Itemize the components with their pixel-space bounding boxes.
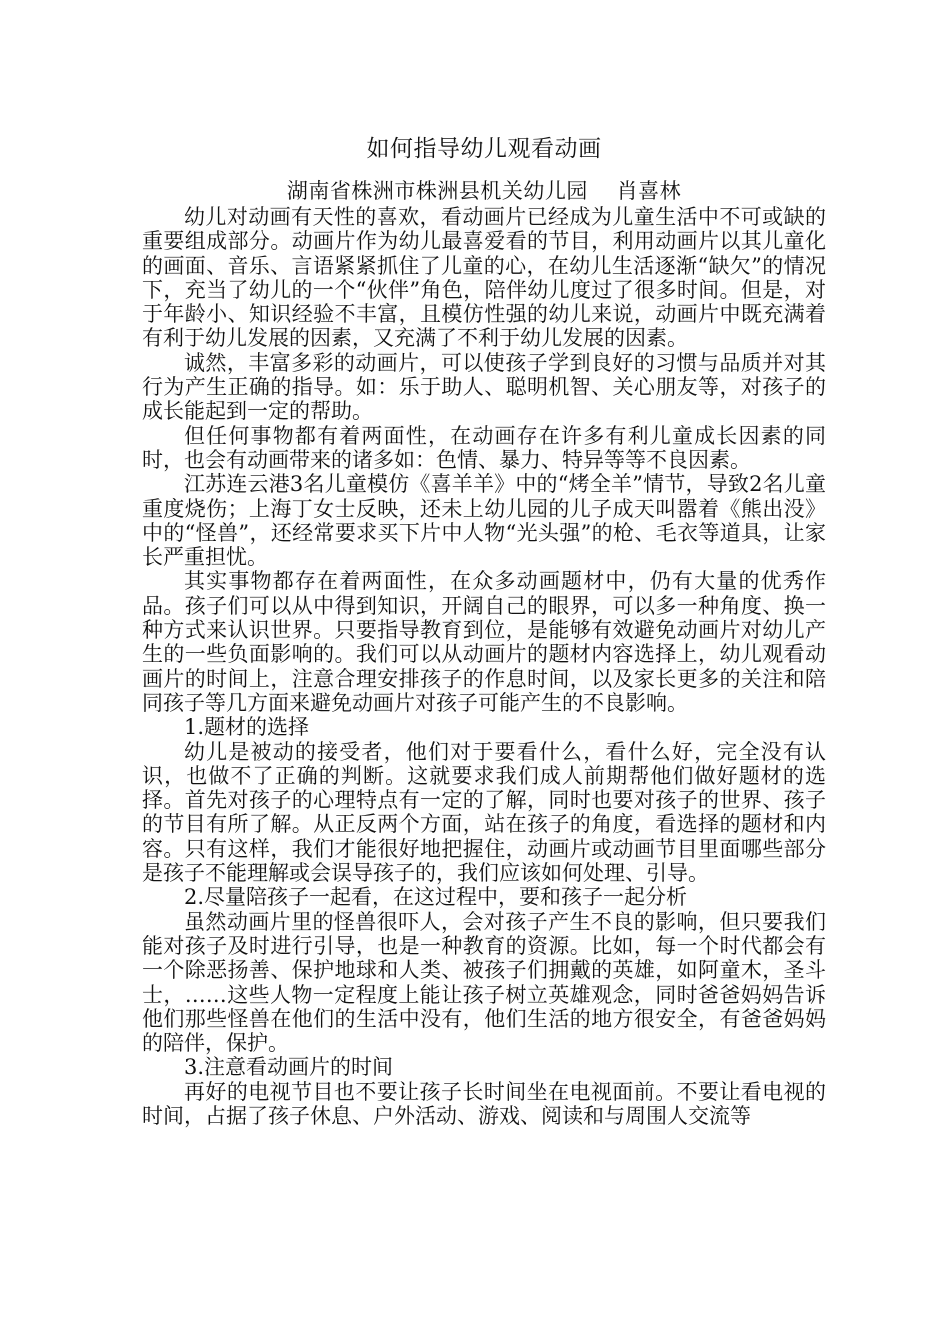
paragraph: 虽然动画片里的怪兽很吓人，会对孩子产生不良的影响，但只要我们能对孩子及时进行引导，也是一种教育的资源。比如，每一个时代都会有一个除恶扬善、保护地球和人类、被孩子们拥戴的英雄，如阿童木，圣斗士，……这些人物一定程度上能让孩子树立英雄观念，同时爸爸妈妈告诉他们那些怪兽在他们的生活中没有，他们生活的地方很安全，有爸爸妈妈的陪伴，保护。	[142, 909, 826, 1056]
paragraph: 但任何事物都有着两面性，在动画存在许多有利儿童成长因素的同时，也会有动画带来的诸多如：色情、暴力、特异等等不良因素。	[142, 423, 826, 472]
paragraph: 幼儿对动画有天性的喜欢，看动画片已经成为儿童生活中不可或缺的重要组成部分。动画片作为幼儿最喜爱看的节目，利用动画片以其儿童化的画面、音乐、言语紧紧抓住了儿童的心，在幼儿生活逐渐“缺欠”的情况下，充当了幼儿的一个“伙伴”角色，陪伴幼儿度过了很多时间。但是，对于年龄小、知识经验不丰富，且模仿性强的幼儿来说，动画片中既充满着有利于幼儿发展的因素，又充满了不利于幼儿发展的因素。	[142, 205, 826, 351]
section-heading: 3.注意看动画片的时间	[184, 1055, 394, 1080]
paragraph: 江苏连云港3名儿童模仿《喜羊羊》中的“烤全羊”情节，导致2名儿童重度烧伤；上海丁女士反映，还未上幼儿园的儿子成天叫嚣着《熊出没》中的“怪兽”，还经常要求买下片中人物“光头强”的枪、毛衣等道具，让家长严重担忧。	[142, 472, 826, 570]
author-byline: 湖南省株洲市株洲县机关幼儿园 肖喜林	[286, 179, 682, 203]
section-heading: 2.尽量陪孩子一起看，在这过程中，要和孩子一起分析	[184, 885, 688, 910]
section-heading: 1.题材的选择	[184, 715, 310, 740]
paragraph: 再好的电视节目也不要让孩子长时间坐在电视面前。不要让看电视的时间，占据了孩子休息、户外活动、游戏、阅读和与周围人交流等	[142, 1079, 826, 1128]
document-title: 如何指导幼儿观看动画	[366, 136, 602, 162]
paragraph: 幼儿是被动的接受者，他们对于要看什么，看什么好，完全没有认识，也做不了正确的判断。这就要求我们成人前期帮他们做好题材的选择。首先对孩子的心理特点有一定的了解，同时也要对孩子的世界、孩子的节目有所了解。从正反两个方面，站在孩子的角度，看选择的题材和内容。只有这样，我们才能很好地把握住，动画片或动画节目里面哪些部分是孩子不能理解或会误导孩子的，我们应该如何处理、引导。	[142, 739, 826, 886]
paragraph: 诚然，丰富多彩的动画片，可以使孩子学到良好的习惯与品质并对其行为产生正确的指导。如：乐于助人、聪明机智、关心朋友等，对孩子的成长能起到一定的帮助。	[142, 350, 826, 424]
document-page	[142, 133, 826, 1128]
paragraph: 其实事物都存在着两面性，在众多动画题材中，仍有大量的优秀作品。孩子们可以从中得到知识，开阔自己的眼界，可以多一种角度、换一种方式来认识世界。只要指导教育到位，是能够有效避免动画片对幼儿产生的一些负面影响的。我们可以从动画片的题材内容选择上，幼儿观看动画片的时间上，注意合理安排孩子的作息时间，以及家长更多的关注和陪同孩子等几方面来避免动画片对孩子可能产生的不良影响。	[142, 569, 826, 715]
